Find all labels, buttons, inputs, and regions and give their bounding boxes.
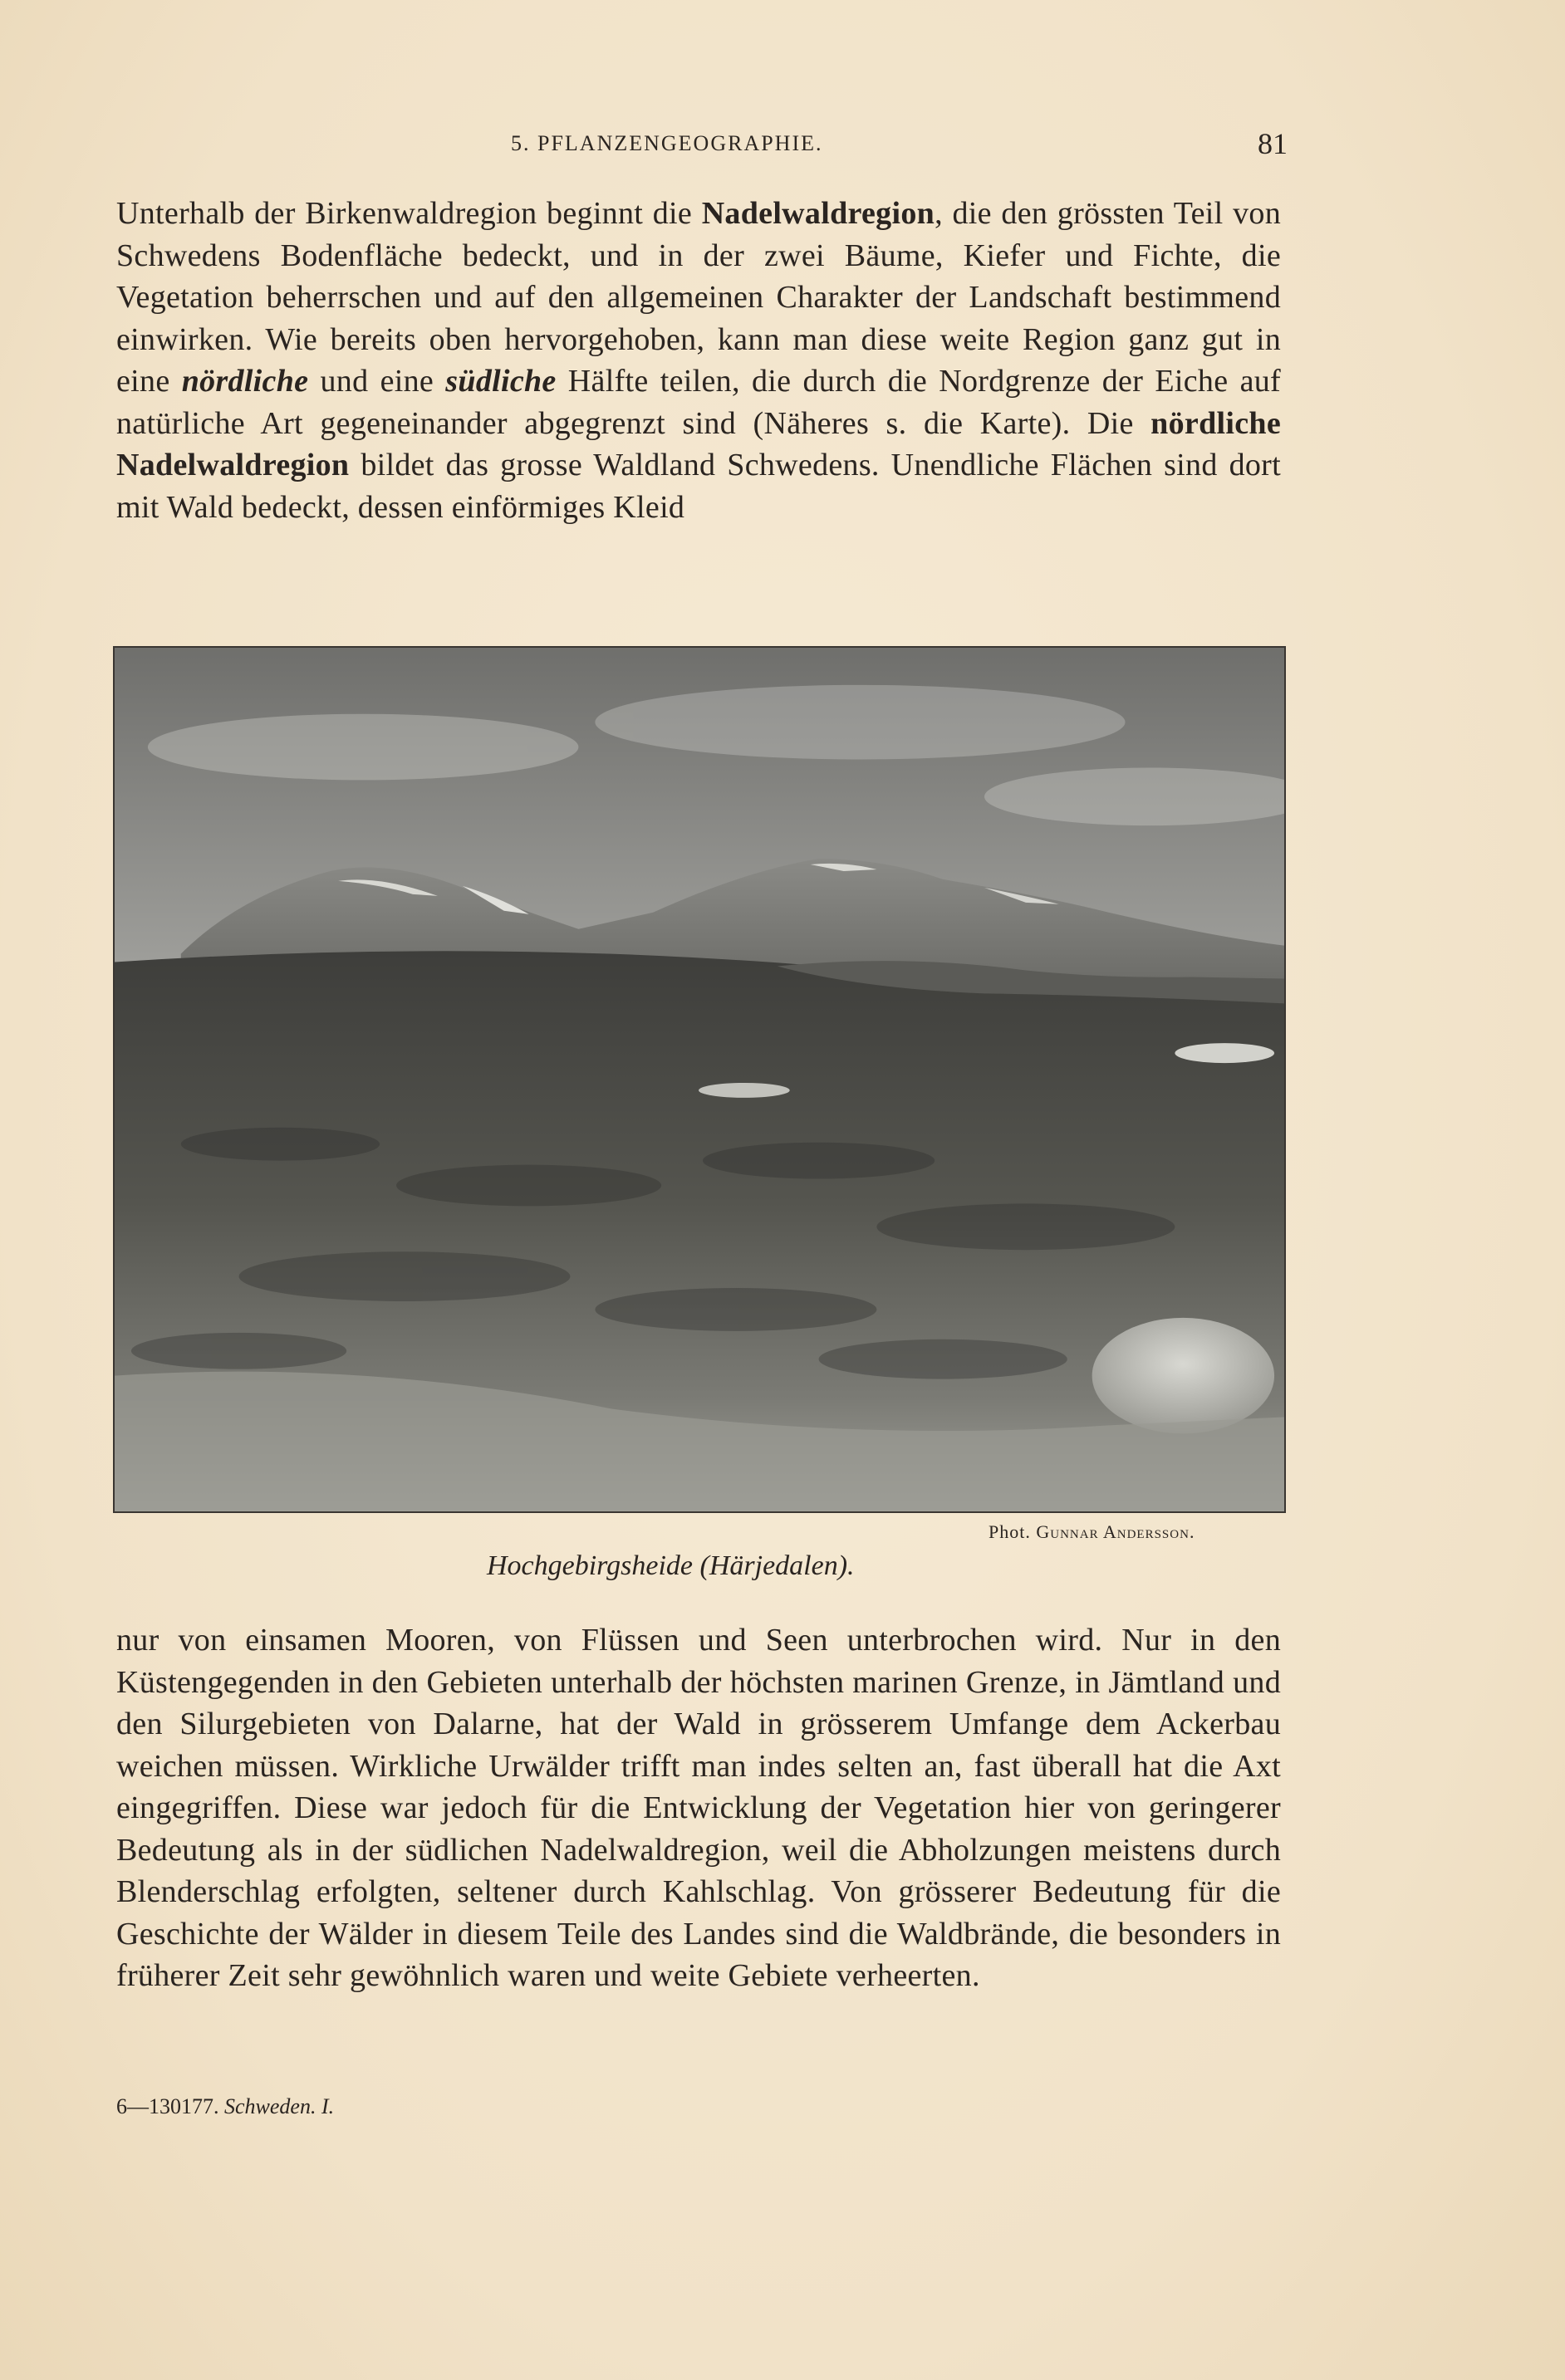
italic-term-suedliche: südliche — [445, 364, 557, 399]
chapter-title: 5. PFLANZENGEOGRAPHIE. — [511, 131, 823, 155]
paragraph-bottom: nur von einsamen Mooren, von Flüssen und Seen unterbrochen wird. Nur in den Küstengegenden in den Gebieten unterhalb der höchsten marinen Grenze, in Jämtland und den Silurgebieten von Dalarne, hat der Wald in grösserem Umfange dem Ackerbau weichen müssen. Wirkliche Urwälder trifft man indes selten an, fast überall hat die Axt eingegriffen. Diese war jedoch für die Entwicklung der Vegetation hier von geringerer Bedeutung als in der südlichen Nadelwaldregion, weil die Abholzungen meistens durch Blenderschlag erfolgten, seltener durch Kahlschlag. Von grösserer Bedeutung für die Geschichte der Wälder in diesem Teile des Landes sind die Waldbrände, die besonders in früherer Zeit sehr gewöhnlich waren und weite Gebiete verheerten. — [116, 1623, 1281, 1993]
italic-term-noerdliche: nördliche — [181, 364, 309, 399]
figure-caption: Hochgebirgsheide (Härjedalen). — [487, 1550, 855, 1581]
photographer-name: Gunnar Andersson. — [1036, 1521, 1195, 1542]
signature-number: 6—130177. — [116, 2094, 224, 2118]
signature-line — [116, 2094, 334, 2119]
credit-prefix: Phot. — [989, 1521, 1037, 1542]
landscape-photograph — [113, 646, 1286, 1513]
text-run: und eine — [308, 364, 446, 399]
text-run: , die den grössten Teil von Schwedens Bodenfläche bedeckt, und in der zwei Bäume, Kiefer und Fichte, die Vegetation beherrschen und auf den allgemeinen Charakter der Landschaft bestimmend einwirken. Wie bereits oben hervorgehoben, kann man diese weite Region ganz gut in eine — [116, 196, 1281, 399]
book-short-title: Schweden. I. — [224, 2094, 335, 2118]
bold-term-nadelwaldregion: Nadelwaldregion — [701, 196, 935, 231]
text-run: Unterhalb der Birkenwaldregion beginnt die — [116, 196, 702, 231]
photo-illustration — [115, 648, 1284, 1511]
bold-term-noerdliche-nadelwaldregion: nördliche Nadelwaldregion — [116, 405, 1281, 482]
page-number: 81 — [1258, 127, 1288, 160]
text-run: bildet das grosse Waldland Schwedens. Unendliche Flächen sind dort mit Wald bedeckt, dessen einförmiges Kleid — [116, 448, 1281, 525]
text-run: Hälfte teilen, die durch die Nordgrenze der Eiche auf natürliche Art gegeneinander abgegrenzt sind (Näheres s. die Karte). Die — [116, 364, 1281, 441]
photo-credit — [989, 1521, 1195, 1543]
running-header — [116, 127, 1288, 173]
paragraph-top — [116, 193, 1281, 528]
